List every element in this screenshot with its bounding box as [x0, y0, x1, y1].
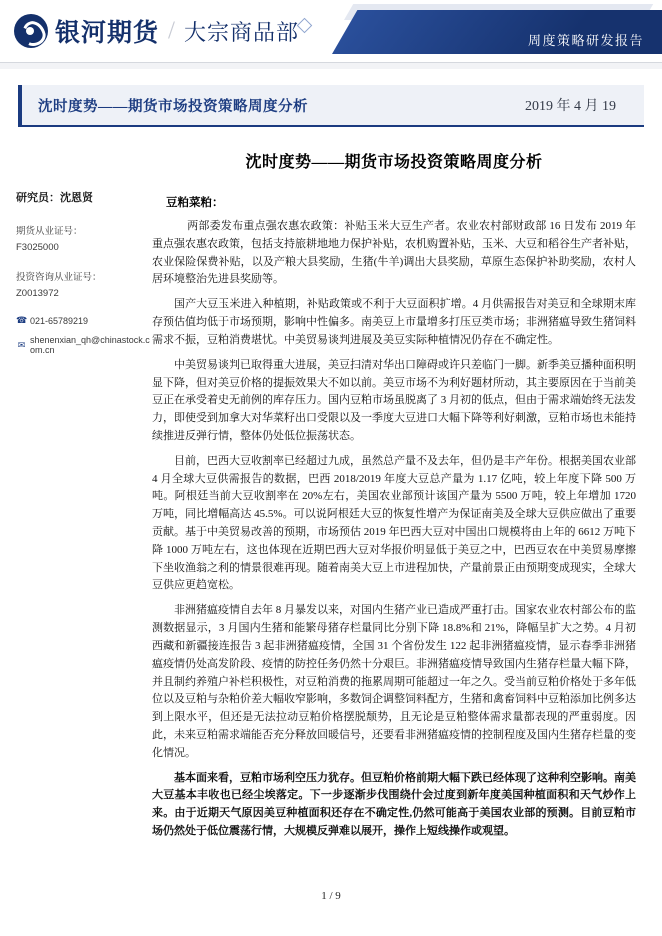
paragraph: 非洲猪瘟疫情自去年 8 月暴发以来，对国内生猪产业已造成严重打击。国家农业农村部公布的监测数据显示，3 月国内生猪和能繁母猪存栏量同比分别下降 18.8%和 21%，降幅呈扩大之势。4 月初西藏和新疆接连报告 3 起非洲猪瘟疫情，全国 31 个省份发生 122 起非洲猪瘟疫情，显示春季非洲猪瘟疫情仍处高发阶段、疫情的防控任务仍然十分艰巨。非洲猪瘟疫情导致国内生猪存栏量大幅下降，并且制约养殖户补栏积极性，对豆粕消费的拖累周期可能超过一年之久。受当前豆粕价格处于多年低位以及豆粕与杂粕价差大幅收窄影响，多数饲企调整饲料配方，生猪和禽畜饲料中豆粕添加比例多达到上限水平，但还是无法拉动豆粕价格摆脱颓势，且无论是豆粕整体需求量都表现的严重弱度。因此，未来豆粕需求端能否充分释放回暖信号，还要看非洲猪瘟疫情的控制程度及国内生猪存栏量的变化情况。: [152, 604, 636, 759]
consult-value: Z0013972: [16, 288, 59, 299]
galaxy-swirl-logo-icon: [14, 14, 48, 48]
qualification-label: 期货从业证号：: [16, 226, 83, 237]
report-title-strip: [18, 85, 644, 125]
title-accent-bar: [18, 85, 22, 125]
page-title: 沈时度势——期货市场投资策略周度分析: [245, 154, 543, 171]
paragraph: 目前，巴西大豆收割率已经超过九成，虽然总产量不及去年，但仍是丰产年份。根据美国农业部 4 月全球大豆供需报告的数据，巴西 2018/2019 年度大豆总产量为 1.17 亿吨，较上年度下降 500 万吨。阿根廷当前大豆收割率在 20%左右，美国农业部预计该国产量为 5500 万吨，较上年增加 1720 万吨，同比增幅高达 45.5%。可以说阿根廷大豆的恢复性增产为保证南美及全球大豆供应做出了重要贡献。基于中美贸易改善的预期，市场预估 2019 年巴西大豆对中国出口规模将由上年的 6612 万吨下降 1000 万吨左右，这也体现在近期巴西大豆对华报价明显低于美豆之中，巴西豆农在中美贸易摩擦下坐收渔翁之利的情景很难再现。随着南美大豆上市进程加快，产量前景正由预期变成现实，全球大豆供应更趋宽松。: [152, 454, 636, 592]
page-number: 1 / 9: [321, 890, 341, 902]
telephone-icon: ☎: [16, 315, 28, 325]
qualification-value: F3025000: [16, 242, 59, 253]
header-divider-thick: [0, 63, 662, 69]
analyst-sidebar: [0, 149, 152, 848]
brand-name: 银河期货: [55, 20, 160, 47]
report-date: 2019 年 4 月 19: [525, 99, 616, 114]
article-body: [152, 149, 644, 848]
page-header: [0, 0, 662, 62]
brand-separator: /: [168, 17, 175, 44]
paragraph: 中美贸易谈判已取得重大进展，美豆扫清对华出口障碍或许只差临门一脚。新季美豆播种面积明显下降，但对美豆价格的提振效果大不如以前。美豆市场不为利好题材所动，其主要原因在于当前美豆正在承受着史无前例的库存压力。国内豆粕市场虽脱离了 3 月初的低点，但由于需求端始终无法发力，即使受到加拿大对华菜籽出口受限以及一季度大豆进口大幅下降等利好刺激，豆粕市场也未能持续推进反弹行情，整体仍处低位振荡状态。: [152, 358, 636, 442]
email-address: shenenxian_qh@chinastock.com.cn: [30, 335, 150, 355]
phone-row: [16, 315, 152, 326]
page-body: [0, 149, 662, 848]
section-heading: 豆粕菜粕：: [166, 197, 224, 209]
paragraph-conclusion: 基本面来看，豆粕市场利空压力犹存。但豆粕价格前期大幅下跌已经体现了这种利空影响。南美大豆基本丰收也已经尘埃落定。下一步逐渐步伐围绕什会过度到新年度美国种植面积和天气炒作上来。由于近期天气原因美豆种植面积还存在不确定性,仍然可能高于美国农业部的预测。目前豆粕市场仍然处于低位震荡行情，大规模反弹难以展开，操作上短线操作或观望。: [152, 771, 636, 837]
consult-label: 投资咨询从业证号：: [16, 272, 102, 283]
analyst-name: 研究员：沈恩贤: [16, 192, 93, 204]
paragraph: 国产大豆玉米进入种植期，补贴政策或不利于大豆面积扩增。4 月供需报告对美豆和全球期末库存预估值均低于市场预期，影响中性偏多。南美豆上市量增多打压豆类市场；非洲猪瘟导致生猪饲料需求不振，豆粕消费堪忧。中美贸易谈判进展及美豆实际种植情况仍存在不确定性。: [152, 298, 636, 346]
email-row: [16, 335, 152, 355]
phone-number: 021-65789219: [30, 315, 89, 326]
report-type-label: 周度策略研发报告: [527, 33, 644, 48]
strip-title: 沈时度势——期货市场投资策略周度分析: [38, 98, 308, 115]
paragraph: 两部委发布重点强农惠农政策：补贴玉米大豆生产者。农业农村部财政部 16 日发布 2019 年重点强农惠农政策，包括支持旅耕地地力保护补贴，农机购置补贴，玉米、大豆和稻谷生产者补贴，农业保险保费补贴，以及产粮大县奖励，生猪(牛羊)调出大县奖励，草原生态保护补助奖励，农村人居环境整治先进县奖励等。: [152, 220, 636, 286]
title-strip-underline: [18, 125, 644, 127]
brand-department: 大宗商品部: [183, 19, 299, 45]
envelope-icon: ✉: [17, 339, 26, 350]
